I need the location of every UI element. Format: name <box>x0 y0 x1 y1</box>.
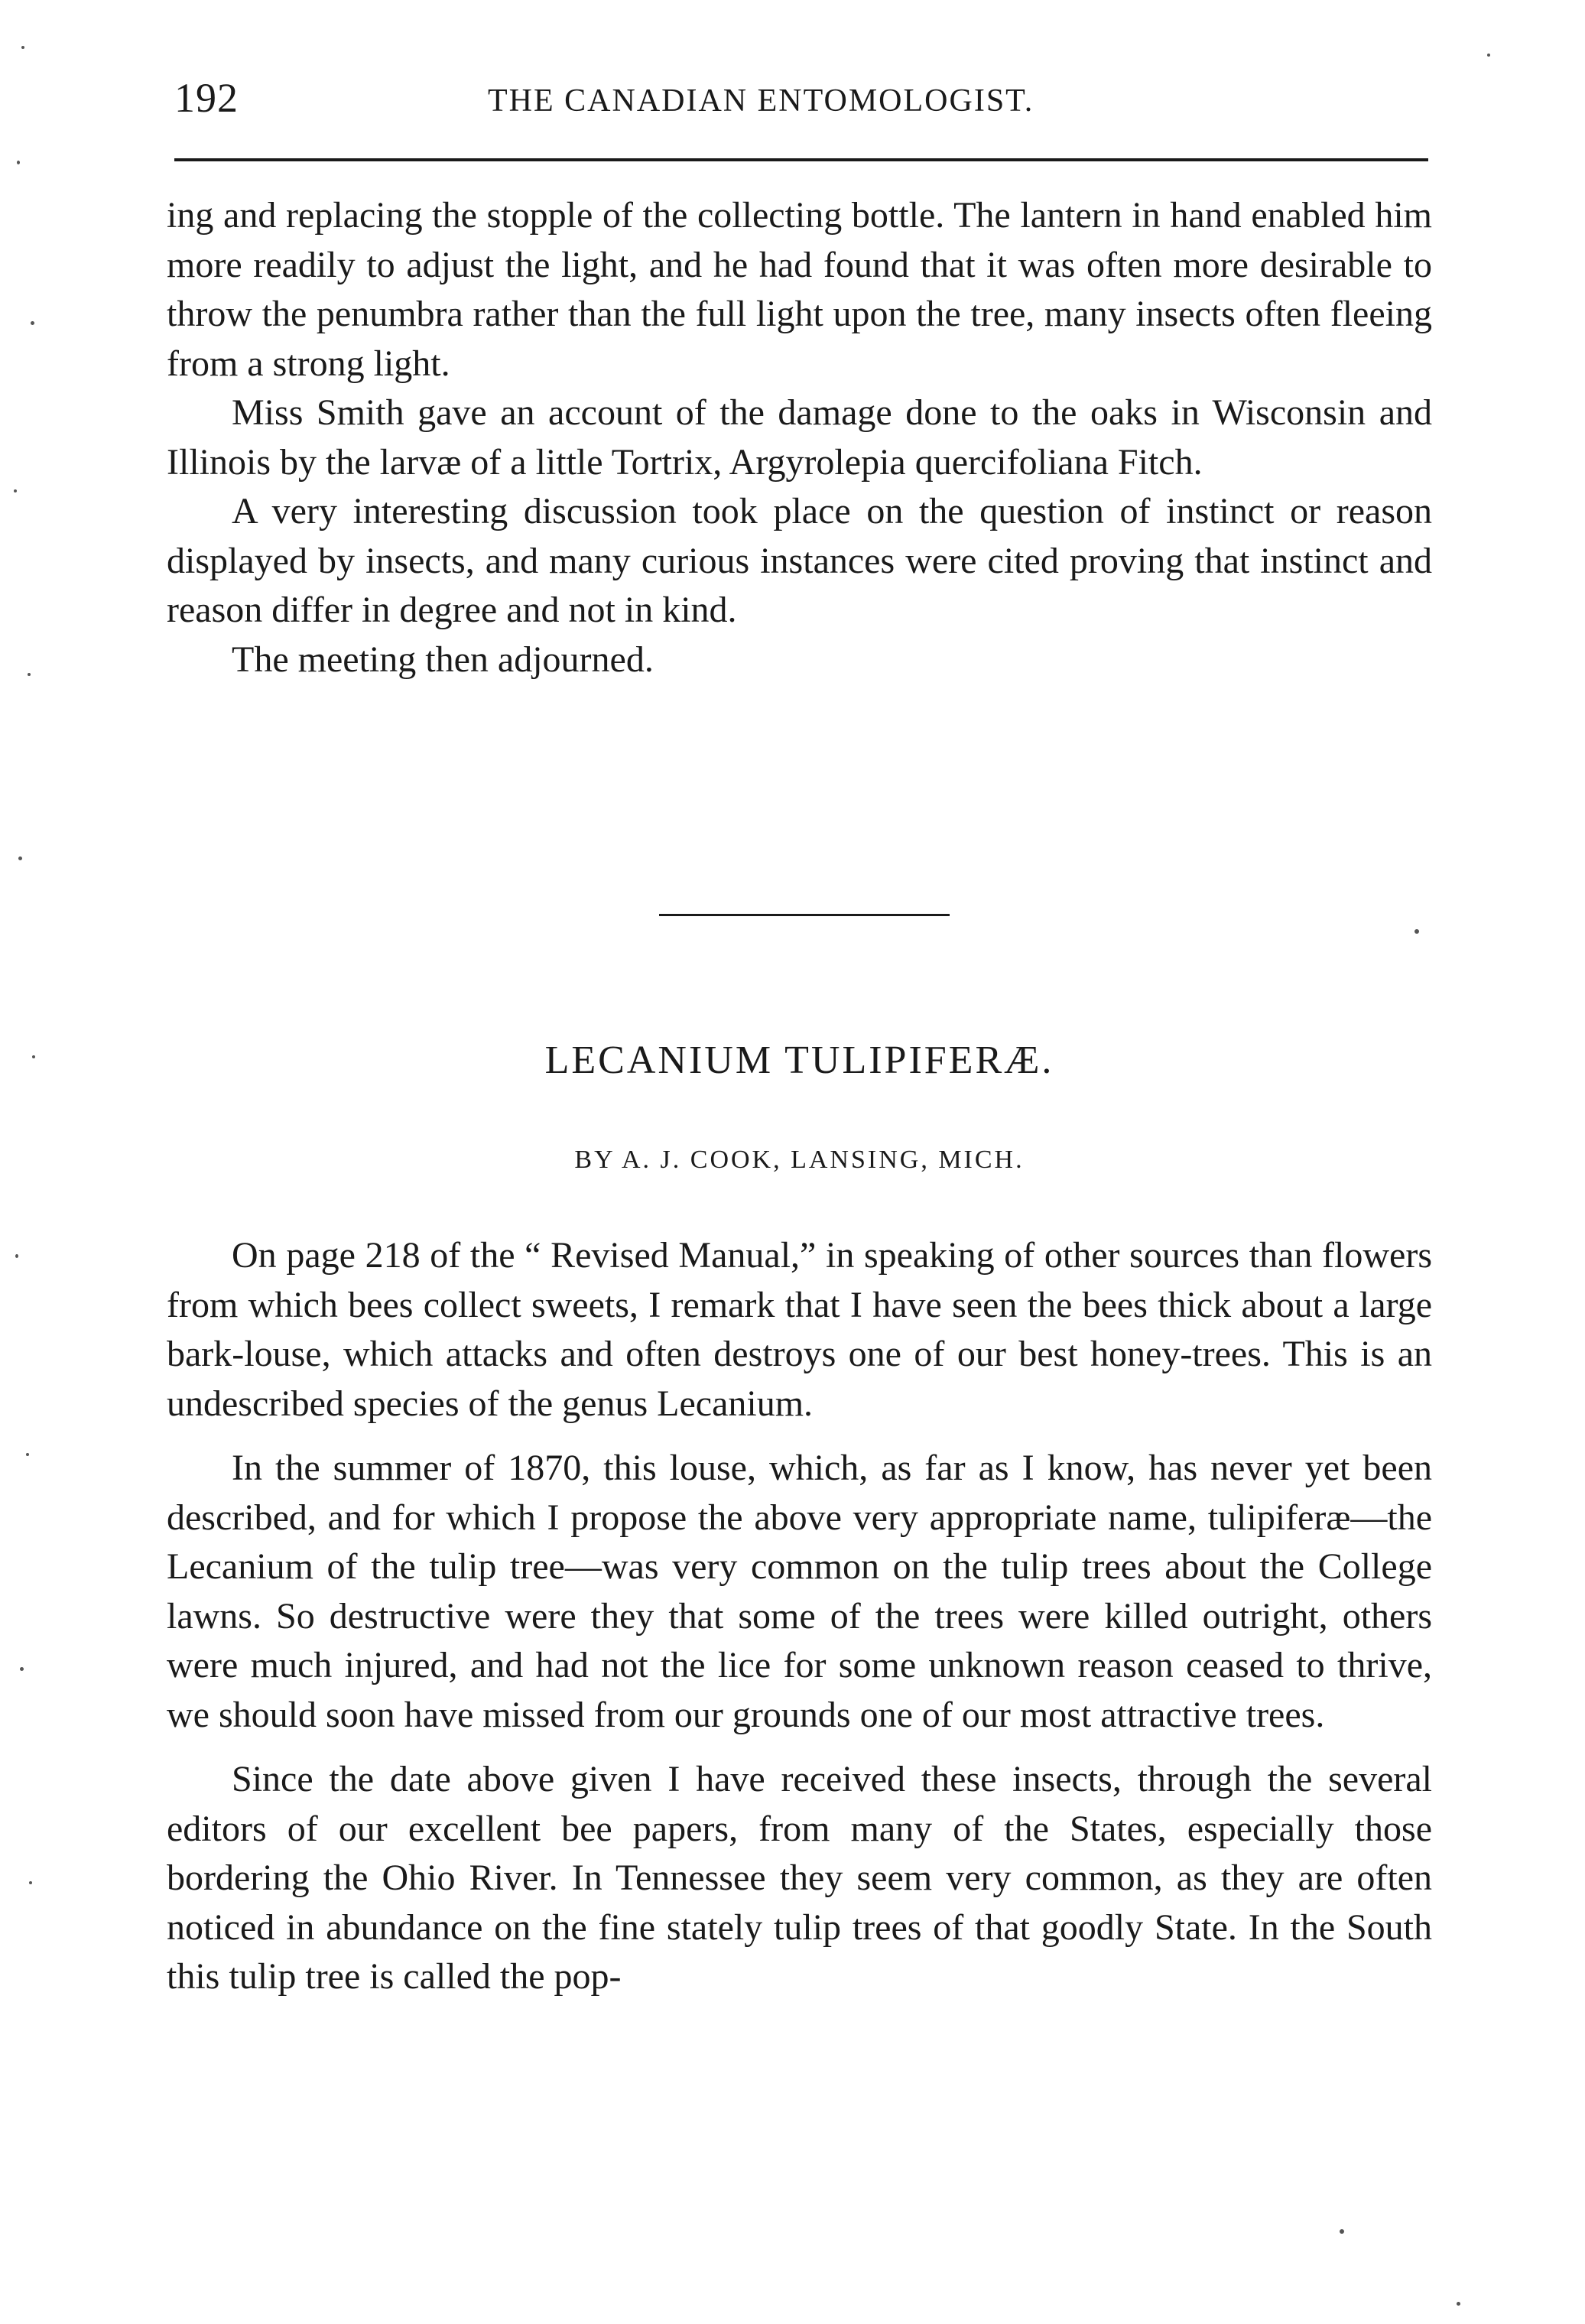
scan-speck <box>26 1453 29 1456</box>
paragraph: The meeting then adjourned. <box>232 639 654 680</box>
section-separator-rule <box>659 914 950 916</box>
article-title: LECANIUM TULIPIFERÆ. <box>544 1038 1054 1082</box>
scan-speck <box>17 161 20 164</box>
paragraph: ing and replacing the stopple of the collecting bottle. The lantern in hand enabled him more readily to adjust the light, and he had found that it was often more desirable to throw the penumbra rather than the full light upon the tree, many insects often fleeing from a strong light. <box>167 195 1432 384</box>
scan-speck <box>14 489 17 492</box>
paragraph: In the summer of 1870, this louse, which, as far as I know, has never yet been described, and for which I propose the above very appropriate name, tulipiferæ—the Lecanium of the tulip tree—was very common on the tulip trees about the College lawns. So destructive were they that some of the trees were killed outright, others were much injured, and had not the lice for some unknown reason ceased to thrive, we should soon have missed from our grounds one of our most attractive trees. <box>167 1448 1432 1735</box>
page-header <box>174 67 1428 128</box>
scan-speck <box>18 856 22 860</box>
paragraph: Miss Smith gave an account of the damage done to the oaks in Wisconsin and Illinois by the larvæ of a little Tortrix, Argyrolepia quercifoliana Fitch. <box>167 392 1432 483</box>
article-byline: BY A. J. COOK, LANSING, MICH. <box>574 1146 1025 1174</box>
scan-speck <box>15 1254 18 1258</box>
scan-speck <box>1414 929 1419 934</box>
page-number: 192 <box>174 75 239 121</box>
header-rule <box>174 158 1428 161</box>
scan-speck <box>31 321 34 325</box>
scan-speck <box>28 673 31 676</box>
running-title: THE CANADIAN ENTOMOLOGIST. <box>488 83 1034 119</box>
scan-speck <box>1340 2229 1344 2234</box>
scan-speck <box>1457 2302 1460 2306</box>
scan-speck <box>29 1881 32 1884</box>
paragraph: On page 218 of the “ Revised Manual,” in speaking of other sources than flowers from which bees collect sweets, I remark that I have seen the bees thick about a large bark-louse, which attacks and often destroys one of our best honey-trees. This is an undescribed species of the genus Lecanium. <box>167 1235 1432 1424</box>
scan-speck <box>20 1667 24 1671</box>
paragraph: Since the date above given I have received these insects, through the several editors of our excellent bee papers, from many of the States, especially those bordering the Ohio River. In Tennessee they seem very common, as they are often noticed in abundance on the fine stately tulip trees of that goodly State. In the South this tulip tree is called the pop- <box>167 1759 1432 1997</box>
article-body <box>167 1231 1432 2002</box>
scan-speck <box>1487 54 1490 57</box>
scan-speck <box>32 1055 35 1058</box>
paragraph: A very interesting discussion took place on the question of instinct or reason displayed by insects, and many curious instances were cited proving that instinct and reason differ in degree and not in kind. <box>167 491 1432 630</box>
scan-speck <box>21 46 24 49</box>
meeting-report-continuation <box>167 191 1432 684</box>
